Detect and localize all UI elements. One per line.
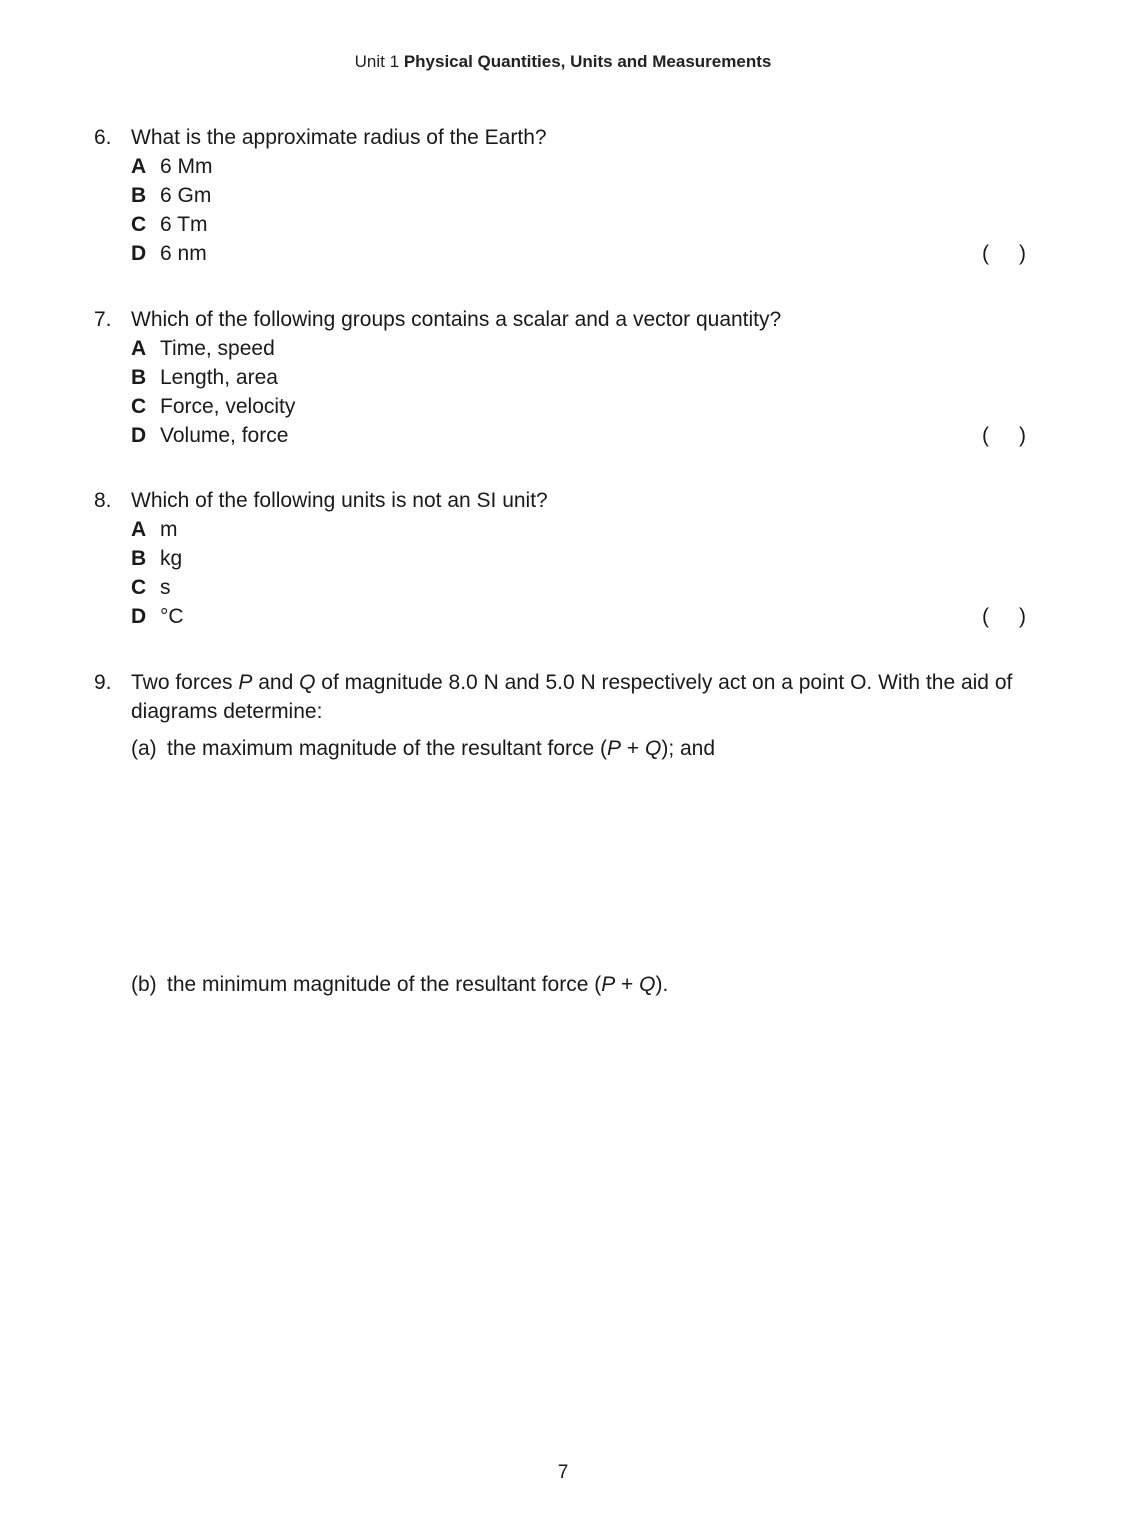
option-letter: A [131, 518, 147, 541]
page-number: 7 [557, 1462, 569, 1483]
option-text: Time, speed [160, 337, 275, 360]
question-number: 6. [94, 126, 112, 149]
question-8 [94, 486, 1034, 631]
option-b [131, 181, 1034, 210]
subquestion-text [167, 970, 1034, 999]
subquestion-b [131, 970, 1034, 999]
subquestion-a [131, 734, 1034, 763]
answer-open-paren: ( [982, 424, 989, 447]
force-p: P [238, 671, 253, 694]
subquestion-label: (a) [131, 737, 157, 760]
question-text [131, 668, 1034, 726]
option-text: 6 Tm [160, 213, 208, 236]
text-part: of magnitude 8.0 N and 5.0 N respectively act on a point O. With the aid of diagrams determine: [131, 671, 1013, 723]
option-text: Volume, force [160, 424, 289, 447]
question-text: Which of the following groups contains a scalar and a vector quantity? [131, 308, 782, 331]
option-letter: D [131, 424, 147, 447]
option-a [131, 152, 1034, 181]
unit-label: Unit 1 [354, 52, 400, 71]
page-header [0, 52, 1126, 72]
answer-open-paren: ( [982, 242, 989, 265]
option-letter: B [131, 366, 147, 389]
plus-sign: + [621, 737, 645, 760]
option-text: s [160, 576, 171, 599]
option-c [131, 210, 1034, 239]
question-text: What is the approximate radius of the Earth? [131, 126, 547, 149]
option-letter: C [131, 213, 147, 236]
question-number: 8. [94, 489, 112, 512]
force-q: Q [299, 671, 316, 694]
answer-close-paren: ) [1019, 242, 1026, 265]
question-7 [94, 305, 1034, 450]
option-text: 6 Gm [160, 184, 212, 207]
option-letter: A [131, 155, 147, 178]
option-text: m [160, 518, 178, 541]
answer-close-paren: ) [1019, 424, 1026, 447]
plus-sign: + [615, 973, 640, 996]
force-p: P [607, 737, 622, 760]
answer-box[interactable] [982, 239, 1026, 268]
subquestion-text [167, 734, 1034, 763]
text-part: Two forces [131, 671, 239, 694]
force-q: Q [639, 973, 656, 996]
answer-open-paren: ( [982, 605, 989, 628]
question-6 [94, 123, 1034, 268]
option-letter: A [131, 337, 147, 360]
option-text: 6 nm [160, 242, 207, 265]
option-text: kg [160, 547, 183, 570]
option-text: Length, area [160, 366, 278, 389]
answer-box[interactable] [982, 602, 1026, 631]
option-b [131, 544, 1034, 573]
option-a [131, 334, 1034, 363]
option-c [131, 392, 1034, 421]
option-d [131, 239, 1034, 268]
unit-title: Physical Quantities, Units and Measurements [403, 52, 772, 71]
option-letter: B [131, 184, 147, 207]
option-letter: C [131, 395, 147, 418]
option-a [131, 515, 1034, 544]
answer-close-paren: ) [1019, 605, 1026, 628]
option-letter: D [131, 605, 147, 628]
option-text: Force, velocity [160, 395, 296, 418]
question-9 [94, 668, 1034, 763]
subquestion-label: (b) [131, 973, 157, 996]
option-text: °C [160, 605, 184, 628]
option-letter: D [131, 242, 147, 265]
question-number: 7. [94, 308, 112, 331]
text-part: ). [655, 973, 669, 996]
force-q: Q [645, 737, 662, 760]
option-text: 6 Mm [160, 155, 213, 178]
option-d [131, 602, 1034, 631]
text-part: ); and [661, 737, 716, 760]
option-letter: C [131, 576, 147, 599]
option-letter: B [131, 547, 147, 570]
option-b [131, 363, 1034, 392]
force-p: P [601, 973, 616, 996]
question-text: Which of the following units is not an SI unit? [131, 489, 548, 512]
option-d [131, 421, 1034, 450]
question-number: 9. [94, 671, 112, 694]
text-part: and [252, 671, 300, 694]
text-part: the maximum magnitude of the resultant force ( [167, 737, 608, 760]
answer-box[interactable] [982, 421, 1026, 450]
option-c [131, 573, 1034, 602]
text-part: the minimum magnitude of the resultant force ( [167, 973, 602, 996]
question-9-part-b [94, 970, 1034, 999]
